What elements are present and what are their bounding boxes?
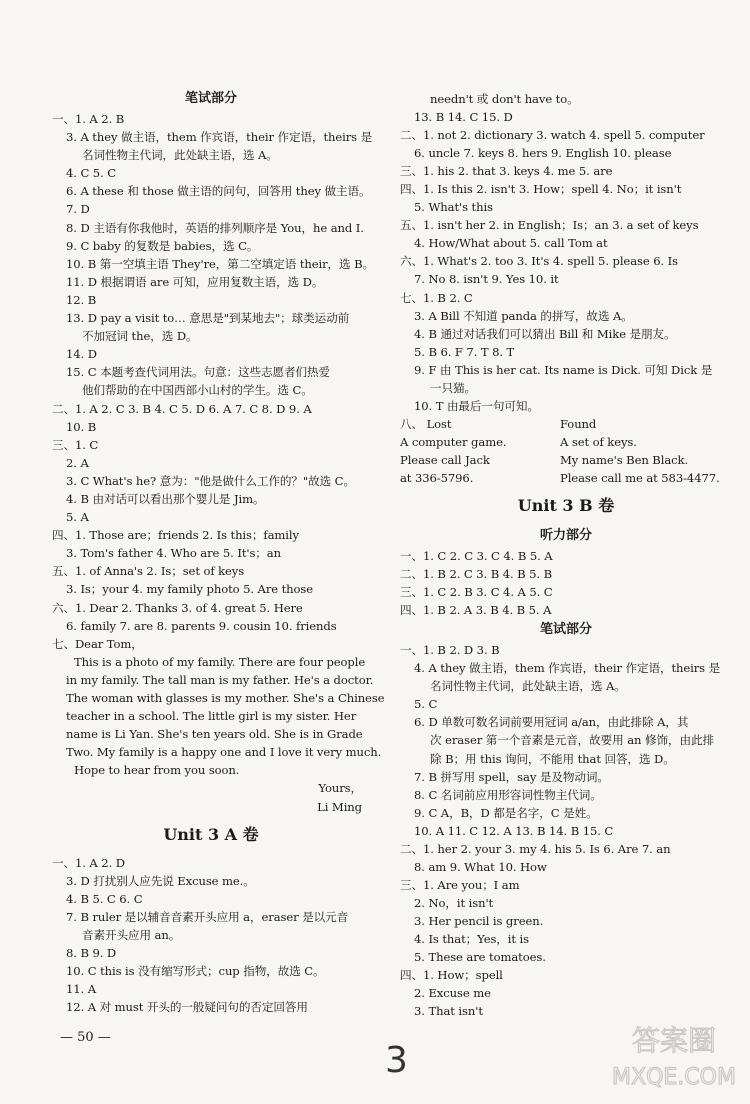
lost-cell: Please call Jack	[400, 452, 490, 467]
answer-line: 7. No 8. isn't 9. Yes 10. it	[414, 272, 559, 287]
section-title: 笔试部分	[184, 91, 237, 106]
answer-line: 9. C A，B，D 都是名字，C 是姓。	[414, 805, 598, 820]
unit-title: Unit 3 B 卷	[517, 496, 615, 516]
answer-line: 10. C this is 没有缩写形式；cup 指物，故选 C。	[66, 964, 325, 979]
answer-line: 10. B 第一空填主语 They're，第二空填定语 their，选 B。	[66, 256, 375, 271]
answer-line: 6. family 7. are 8. parents 9. cousin 10. friends	[66, 618, 337, 633]
answer-line: 6. uncle 7. keys 8. hers 9. English 10. please	[414, 146, 672, 161]
answer-line: 六、1. What's 2. too 3. It's 4. spell 5. please 6. Is	[400, 254, 678, 269]
answer-line: 三、1. Are you；I am	[400, 877, 520, 892]
answer-line: 四、1. Is this 2. isn't 3. How；spell 4. No；it isn't	[400, 182, 682, 197]
answer-line: 四、1. B 2. A 3. B 4. B 5. A	[400, 603, 552, 618]
answer-line: 一只猫。	[430, 380, 476, 395]
answer-line: 一、1. C 2. C 3. C 4. B 5. A	[400, 549, 553, 564]
found-cell: A set of keys.	[560, 434, 637, 449]
answer-line: 15. C 本题考查代词用法。句意：这些志愿者们热爱	[66, 365, 330, 380]
answer-line: 10. T 由最后一句可知。	[414, 398, 539, 413]
answer-line: 9. C baby 的复数是 babies，选 C。	[66, 238, 259, 253]
answer-line: 3. That isn't	[414, 1004, 483, 1019]
answer-line: 除 B；用 this 询问，不能用 that 回答，选 D。	[430, 751, 675, 766]
lost-found-row	[400, 415, 732, 433]
answer-line: 3. Is；your 4. my family photo 5. Are those	[66, 582, 314, 597]
answer-line: 11. A	[66, 982, 96, 997]
answer-line: 5. What's this	[414, 200, 493, 215]
answer-line: 12. B	[66, 292, 97, 307]
lost-found-row	[400, 433, 732, 451]
answer-line: 他们帮助的在中国西部小山村的学生。选 C。	[82, 383, 313, 398]
answer-line: 3. Tom's father 4. Who are 5. It's；an	[66, 546, 281, 561]
lost-found-row	[400, 451, 732, 469]
answer-line: 七、Dear Tom，	[52, 636, 143, 651]
watermark-url: MXQE.COM	[612, 1065, 736, 1090]
answer-line: 3. A Bill 不知道 panda 的拼写，故选 A。	[414, 308, 633, 323]
answer-line: 8. B 9. D	[66, 946, 117, 961]
answer-line: 名词性物主代词，此处缺主语，选 A。	[82, 148, 278, 163]
answer-line: 12. A 对 must 开头的一般疑问句的否定回答用	[66, 1000, 308, 1015]
answer-line: 名词性物主代词，此处缺主语，选 A。	[430, 679, 626, 694]
answer-line: 5. These are tomatoes.	[414, 950, 546, 965]
answer-line: 3. Her pencil is green.	[414, 913, 544, 928]
answer-line: 7. B 拼写用 spell，say 是及物动词。	[414, 769, 609, 784]
answer-line: 4. C 5. C	[66, 166, 117, 181]
right-column	[400, 90, 732, 1020]
answer-line: 一、1. A 2. D	[52, 855, 125, 870]
lost-cell: 八、 Lost	[400, 416, 452, 431]
answer-line: 2. No，it isn't	[414, 895, 494, 910]
lost-cell: A computer game.	[400, 434, 507, 449]
handwritten-mark: 3	[385, 1040, 408, 1081]
section-title: 笔试部分	[539, 622, 592, 638]
answer-line: 4. Is that；Yes，it is	[414, 931, 530, 946]
answer-line: 次 eraser 第一个音素是元音，故要用 an 修饰，由此排	[430, 733, 714, 748]
answer-line: 10. B	[66, 419, 97, 434]
answer-line: 2. Excuse me	[414, 986, 491, 1001]
answer-line: 二、1. her 2. your 3. my 4. his 5. Is 6. Are 7. an	[400, 841, 671, 856]
found-cell: Found	[560, 416, 597, 431]
answer-line: 8. C 名词前应用形容词性物主代词。	[414, 787, 602, 802]
answer-line: 3. D 打扰别人应先说 Excuse me.。	[66, 873, 255, 888]
answer-line: 六、1. Dear 2. Thanks 3. of 4. great 5. Here	[52, 600, 303, 615]
answer-line: in my family. The tall man is my father. He's a doctor.	[66, 672, 374, 687]
watermark-logo	[604, 1014, 744, 1094]
answer-line: 4. How/What about 5. call Tom at	[414, 236, 608, 251]
answer-line: 四、1. Those are；friends 2. Is this；family	[52, 528, 299, 543]
unit-title: Unit 3 A 卷	[163, 824, 259, 844]
answer-line: needn't 或 don't have to。	[430, 92, 579, 106]
found-cell: Please call me at 583-4477.	[560, 470, 720, 485]
answer-line: 2. A	[66, 455, 89, 470]
answer-line: 7. D	[66, 202, 90, 217]
answer-line: The woman with glasses is my mother. She's a Chinese	[66, 691, 385, 705]
answer-line: 6. D 单数可数名词前要用冠词 a/an，由此排除 A，其	[414, 715, 689, 730]
answer-line: 三、1. C 2. B 3. C 4. A 5. C	[400, 585, 553, 600]
answer-line: Two. My family is a happy one and I love it very much.	[66, 745, 382, 760]
answer-line: 一、1. B 2. D 3. B	[400, 643, 500, 658]
answer-line: Hope to hear from you soon.	[74, 763, 240, 778]
letter-signature: Yours，	[318, 781, 362, 796]
answer-line: 13. D pay a visit to… 意思是"到某地去"；球类运动前	[66, 311, 350, 326]
answer-line: 6. A these 和 those 做主语的问句，回答用 they 做主语。	[66, 184, 371, 199]
answer-line: 不加冠词 the，选 D。	[82, 329, 198, 344]
lost-found-row	[400, 469, 732, 487]
answer-line: 七、1. B 2. C	[400, 290, 473, 305]
answer-line: teacher in a school. The little girl is my sister. Her	[66, 709, 357, 724]
answer-line: 5. A	[66, 510, 89, 525]
answer-line: name is Li Yan. She's ten years old. She is in Grade	[66, 727, 363, 742]
answer-line: 一、1. A 2. B	[52, 112, 125, 126]
section-title: 听力部分	[539, 528, 592, 544]
answer-line: 11. D 根据谓语 are 可知，应用复数主语，选 D。	[66, 274, 324, 289]
answer-line: 五、1. of Anna's 2. Is；set of keys	[52, 564, 245, 579]
answer-line: 二、1. not 2. dictionary 3. watch 4. spell 5. computer	[400, 128, 705, 143]
answer-line: 5. C	[414, 697, 438, 712]
letter-signature: Li Ming	[317, 799, 362, 814]
answer-line: 三、1. C	[52, 437, 99, 452]
answer-line: 四、1. How；spell	[400, 968, 503, 983]
answer-line: 5. B 6. F 7. T 8. T	[414, 344, 515, 359]
answer-line: 8. D 主语有你我他时，英语的排列顺序是 You，he and I.	[66, 220, 364, 235]
watermark-title: 答案圈	[631, 1024, 717, 1057]
answer-line: 音素开头应用 an。	[82, 928, 181, 943]
answer-line: 4. B 通过对话我们可以猜出 Bill 和 Mike 是朋友。	[414, 326, 676, 341]
left-column	[52, 88, 385, 1017]
answer-line: 3. C What's he? 意为："他是做什么工作的？"故选 C。	[66, 473, 355, 488]
answer-line: 14. D	[66, 347, 97, 362]
answer-line: 7. B ruler 是以辅音音素开头应用 a，eraser 是以元音	[66, 909, 349, 924]
answer-line: This is a photo of my family. There are four people	[74, 654, 366, 669]
answer-line: 4. A they 做主语，them 作宾语，their 作定语，theirs 是	[414, 661, 721, 676]
lost-cell: at 336-5796.	[400, 470, 474, 485]
page-number: — 50 —	[60, 1030, 111, 1045]
answer-line: 五、1. isn't her 2. in English；Is；an 3. a set of keys	[400, 218, 699, 233]
answer-line: 4. B 5. C 6. C	[66, 891, 143, 906]
answer-line: 13. B 14. C 15. D	[414, 110, 513, 125]
answer-line: 4. B 由对话可以看出那个婴儿是 Jim。	[66, 491, 265, 506]
found-cell: My name's Ben Black.	[560, 452, 689, 467]
answer-line: 8. am 9. What 10. How	[414, 859, 547, 874]
answer-line: 二、1. B 2. C 3. B 4. B 5. B	[400, 567, 553, 582]
answer-line: 9. F 由 This is her cat. Its name is Dick. 可知 Dick 是	[414, 362, 713, 377]
answer-line: 二、1. A 2. C 3. B 4. C 5. D 6. A 7. C 8. D 9. A	[52, 401, 312, 416]
answer-line: 3. A they 做主语，them 作宾语，their 作定语，theirs 是	[66, 130, 373, 145]
answer-line: 三、1. his 2. that 3. keys 4. me 5. are	[400, 164, 613, 179]
answer-line: 10. A 11. C 12. A 13. B 14. B 15. C	[414, 823, 614, 838]
